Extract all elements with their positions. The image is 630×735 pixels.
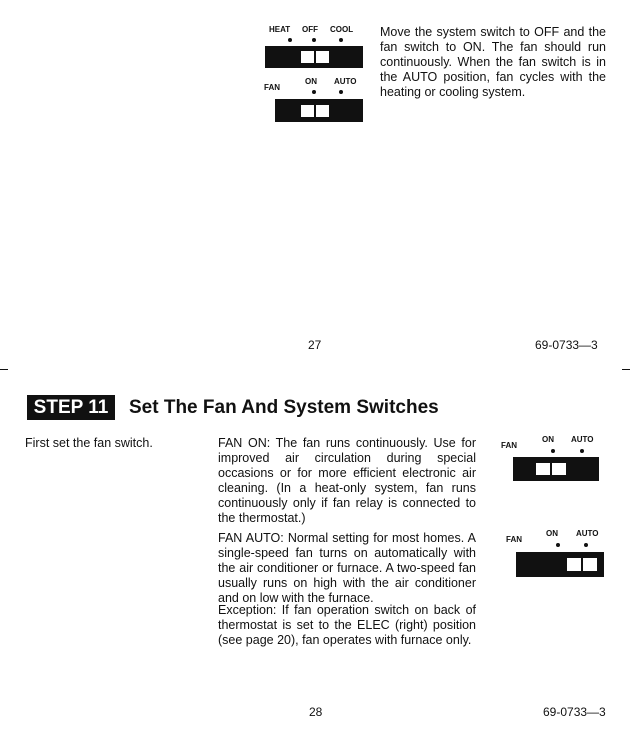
on-dot [312, 90, 316, 94]
document-number: 69-0733—3 [535, 338, 598, 352]
auto-dot [580, 449, 584, 453]
step-badge: STEP 11 [27, 395, 115, 420]
document-number: 69-0733—3 [543, 705, 606, 719]
fan-label: FAN [501, 441, 517, 450]
fan-switch-bar [516, 552, 604, 577]
cool-label: COOL [330, 25, 354, 34]
off-label: OFF [302, 25, 318, 34]
auto-label: AUTO [571, 435, 594, 444]
on-dot [556, 543, 560, 547]
page-number: 27 [308, 338, 322, 352]
auto-dot [339, 90, 343, 94]
on-dot [551, 449, 555, 453]
fan-switch-knob-right [316, 105, 329, 117]
page-number: 28 [309, 705, 323, 719]
fan-switch-knob-right [552, 463, 566, 475]
auto-dot [584, 543, 588, 547]
system-switch-bar [265, 46, 363, 68]
page-cut-mark-right [622, 369, 630, 370]
system-switch-knob-right [316, 51, 329, 63]
cool-dot [339, 38, 343, 42]
fan-label: FAN [506, 535, 522, 544]
fan-switch-knob-left [301, 105, 314, 117]
system-check-paragraph: Move the system switch to OFF and the fan switch to ON. The fan should run continuously. When the fan switch is in the AUTO position, fan cycles with the heating or cooling system. [380, 25, 606, 99]
auto-label: AUTO [576, 529, 599, 538]
step-title: Set The Fan And System Switches [129, 397, 439, 418]
fan-switch-bar [513, 457, 599, 481]
page-cut-mark-left [0, 369, 8, 370]
fan-switch-knob-left [567, 558, 581, 571]
fan-auto-paragraph: FAN AUTO: Normal setting for most homes. A single-speed fan turns on automatically with the air conditioner or furnace. A two-speed fan usually runs on high with the air conditioner and on low with the furnace. [218, 531, 476, 605]
fan-switch-knob-right [583, 558, 597, 571]
auto-label: AUTO [334, 77, 357, 86]
off-dot [312, 38, 316, 42]
intro-text: First set the fan switch. [25, 436, 153, 450]
fan-on-paragraph: FAN ON: The fan runs continuously. Use for improved air circulation during special occasions or for more efficient electronic air cleaning. (In a heat-only system, fan runs continuously only if fan relay is connected to the thermostat.) [218, 436, 476, 525]
on-label: ON [542, 435, 554, 444]
exception-paragraph: Exception: If fan operation switch on back of thermostat is set to the ELEC (right) position (see page 20), fan operates with furnace only. [218, 603, 476, 647]
on-label: ON [305, 77, 317, 86]
fan-switch-knob-left [536, 463, 550, 475]
on-label: ON [546, 529, 558, 538]
system-switch-knob-left [301, 51, 314, 63]
fan-label: FAN [264, 83, 280, 92]
heat-dot [288, 38, 292, 42]
heat-label: HEAT [269, 25, 291, 34]
fan-switch-bar [275, 99, 363, 122]
